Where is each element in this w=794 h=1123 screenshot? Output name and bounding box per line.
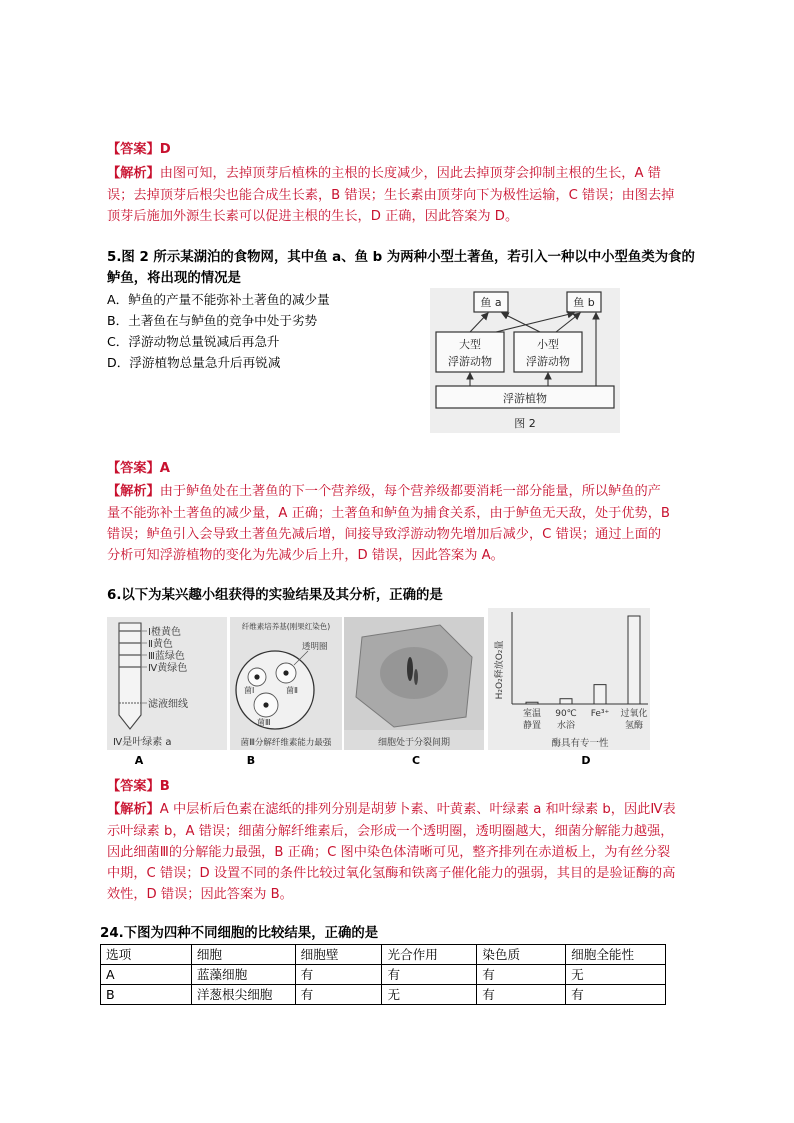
strain-1: 菌Ⅰ bbox=[244, 686, 255, 695]
table-row bbox=[101, 965, 666, 985]
answer-tag: 【答案】 bbox=[107, 461, 160, 476]
chart-bar bbox=[526, 702, 538, 704]
comparison-table bbox=[100, 944, 666, 1005]
q5-option-b: B．土著鱼在与鲈鱼的竞争中处于劣势 bbox=[107, 313, 318, 328]
table-header-cell: 细胞壁 bbox=[295, 945, 382, 965]
band-1: Ⅰ橙黄色 bbox=[148, 627, 181, 638]
analysis-tag: 【解析】 bbox=[107, 166, 160, 181]
table-cell: 有 bbox=[477, 985, 566, 1005]
fw-phyto: 浮游植物 bbox=[503, 392, 547, 405]
q5-option-c: C．浮游动物总量锐减后再急升 bbox=[107, 334, 280, 349]
fw-caption: 图 2 bbox=[514, 417, 536, 430]
fw-fish-a: 鱼 a bbox=[480, 296, 502, 309]
q24-stem: 24.下图为四种不同细胞的比较结果，正确的是 bbox=[100, 926, 379, 941]
figure-d-chart bbox=[488, 608, 650, 750]
table-cell: 无 bbox=[566, 965, 666, 985]
chart-x-tick-label: Fe³⁺ bbox=[590, 709, 610, 719]
q4-analysis-line-3: 顶芽后施加外源生长素可以促进主根的生长，D 正确，因此答案为 D。 bbox=[107, 209, 519, 224]
analysis-tag: 【解析】 bbox=[107, 484, 160, 499]
plate-medium-label: 纤维素培养基(刚果红染色) bbox=[241, 622, 331, 631]
chart-x-tick-label: 90℃ bbox=[555, 709, 577, 719]
q5-option-d: D．浮游植物总量急升后再锐减 bbox=[107, 355, 281, 370]
analysis-text: 由图可知，去掉顶芽后植株的主根的长度减少，因此去掉顶芽会抑制主根的生长，A 错 bbox=[159, 166, 661, 181]
table-cell: B bbox=[101, 985, 192, 1005]
strain-2: 菌Ⅱ bbox=[286, 686, 298, 695]
table-row bbox=[101, 985, 666, 1005]
q4-analysis-line-1 bbox=[107, 164, 661, 184]
analysis-tag: 【解析】 bbox=[107, 802, 160, 817]
answer-value: B bbox=[159, 779, 170, 794]
chart-x-tick-label: 过氧化 bbox=[620, 709, 648, 719]
answer-tag: 【答案】 bbox=[107, 142, 160, 157]
table-header-cell: 细胞 bbox=[191, 945, 295, 965]
table-cell: 有 bbox=[477, 965, 566, 985]
table-cell: 洋葱根尖细胞 bbox=[191, 985, 295, 1005]
figure-d-caption: 酶具有专一性 bbox=[551, 738, 609, 749]
figure-a-letter: A bbox=[134, 754, 144, 767]
figure-c-caption: 细胞处于分裂间期 bbox=[377, 738, 451, 748]
fw-small-zoo-1: 小型 bbox=[537, 338, 559, 351]
q5-analysis-line-1 bbox=[107, 482, 661, 502]
q5-analysis-line-2: 量不能弥补土著鱼的减少量，A 正确；土著鱼和鲈鱼为捕食关系，由于鲈鱼无天敌，处于优势，B bbox=[107, 506, 670, 521]
table-header-cell: 光合作用 bbox=[382, 945, 477, 965]
strain-3: 菌Ⅲ bbox=[257, 718, 271, 727]
figure-a-chromatography bbox=[107, 617, 227, 750]
fw-large-zoo-1: 大型 bbox=[459, 338, 481, 351]
q5-answer bbox=[107, 459, 170, 479]
analysis-text: 由于鲈鱼处在土著鱼的下一个营养级，每个营养级都要消耗一部分能量，所以鲈鱼的产 bbox=[159, 484, 661, 499]
q6-analysis-line-2: 示叶绿素 b，A 错误；细菌分解纤维素后，会形成一个透明圈，透明圈越大，细菌分解能力越强， bbox=[107, 824, 674, 839]
fw-small-zoo-2: 浮游动物 bbox=[526, 355, 570, 368]
table-header-cell: 细胞全能性 bbox=[566, 945, 666, 965]
figure-b-letter: B bbox=[246, 754, 256, 767]
q5-option-a: A．鲈鱼的产量不能弥补土著鱼的减少量 bbox=[107, 292, 330, 307]
q6-analysis-line-4: 中期，C 错误；D 设置不同的条件比较过氧化氢酶和铁离子催化能力的强弱，其目的是验证酶的高 bbox=[107, 866, 676, 881]
q5-analysis-line-4: 分析可知浮游植物的变化为先减少后上升，D 错误，因此答案为 A。 bbox=[107, 548, 504, 563]
chart-bar bbox=[560, 699, 572, 704]
q4-answer bbox=[107, 140, 171, 160]
band-3: Ⅲ蓝绿色 bbox=[148, 651, 185, 662]
band-2: Ⅱ黄色 bbox=[148, 639, 173, 650]
figure-a-caption: Ⅳ是叶绿素 a bbox=[113, 737, 172, 748]
chart-x-tick-label: 水浴 bbox=[556, 721, 576, 731]
chart-x-tick-label: 氢酶 bbox=[624, 721, 644, 731]
clear-zone-label: 透明圈 bbox=[302, 642, 328, 652]
filter-line-label: 滤液细线 bbox=[148, 699, 188, 710]
answer-tag: 【答案】 bbox=[107, 779, 160, 794]
food-web-figure bbox=[430, 288, 620, 433]
answer-value: A bbox=[159, 461, 170, 476]
q6-analysis-line-3: 因此细菌Ⅲ的分解能力最强，B 正确；C 图中染色体清晰可见，整齐排列在赤道板上，为有丝分裂 bbox=[107, 845, 671, 860]
q6-analysis-line-5: 效性，D 错误；因此答案为 B。 bbox=[107, 887, 293, 902]
answer-value: D bbox=[159, 142, 171, 157]
chart-x-tick-label: 静置 bbox=[522, 721, 542, 731]
chart-y-axis-label: H₂O₂释放O₂量 bbox=[495, 640, 505, 700]
fw-large-zoo-2: 浮游动物 bbox=[448, 355, 492, 368]
table-header-row bbox=[101, 945, 666, 965]
table-cell: A bbox=[101, 965, 192, 985]
chart-x-tick-label: 室温 bbox=[522, 709, 542, 719]
table-cell: 无 bbox=[382, 985, 477, 1005]
analysis-text: A 中层析后色素在滤纸的排列分别是胡萝卜素、叶黄素、叶绿素 a 和叶绿素 b，因此Ⅳ表 bbox=[159, 802, 676, 817]
table-header-cell: 选项 bbox=[101, 945, 192, 965]
band-4: Ⅳ黄绿色 bbox=[148, 663, 188, 674]
q5-stem-line-1: 5.图 2 所示某湖泊的食物网，其中鱼 a、鱼 b 为两种小型土著鱼，若引入一种以中小型鱼类为食的 bbox=[107, 250, 695, 265]
figure-c-letter: C bbox=[411, 754, 421, 767]
table-cell: 有 bbox=[566, 985, 666, 1005]
chart-bar bbox=[628, 616, 640, 704]
q5-analysis-line-3: 错误；鲈鱼引入会导致土著鱼先减后增，间接导致浮游动物先增加后减少，C 错误；通过上面的 bbox=[107, 527, 662, 542]
figure-b-plate bbox=[230, 617, 342, 750]
q4-analysis-line-2: 误；去掉顶芽后根尖也能合成生长素，B 错误；生长素由顶芽向下为极性运输，C 错误；由图去掉 bbox=[107, 188, 675, 203]
figure-b-caption: 菌Ⅲ分解纤维素能力最强 bbox=[240, 738, 332, 748]
table-cell: 有 bbox=[295, 965, 382, 985]
q5-stem-line-2: 鲈鱼，将出现的情况是 bbox=[107, 271, 241, 286]
table-cell: 有 bbox=[382, 965, 477, 985]
chart-bar bbox=[594, 685, 606, 704]
figure-d-letter: D bbox=[581, 754, 591, 767]
table-cell: 有 bbox=[295, 985, 382, 1005]
fw-fish-b: 鱼 b bbox=[573, 296, 595, 309]
table-cell: 蓝藻细胞 bbox=[191, 965, 295, 985]
q6-analysis-line-1 bbox=[107, 800, 676, 820]
table-header-cell: 染色质 bbox=[477, 945, 566, 965]
q6-stem: 6.以下为某兴趣小组获得的实验结果及其分析，正确的是 bbox=[107, 588, 443, 603]
q6-answer bbox=[107, 777, 170, 797]
figure-c-micrograph bbox=[344, 617, 484, 750]
